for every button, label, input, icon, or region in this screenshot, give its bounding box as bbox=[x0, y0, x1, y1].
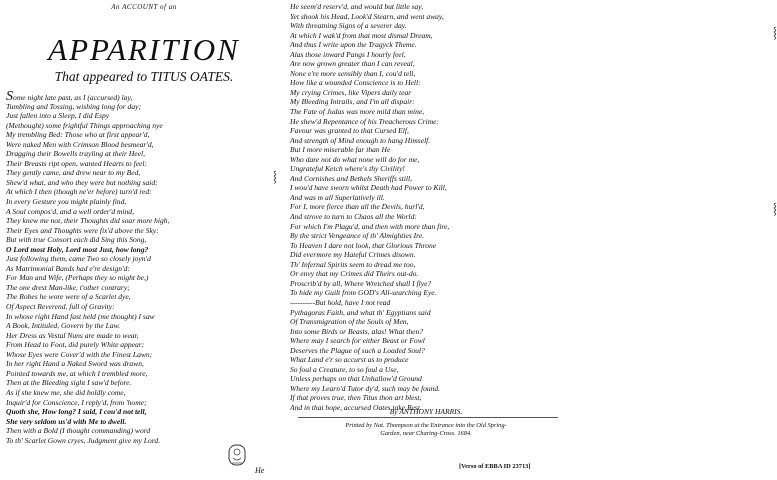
verse-line: Just fallen into a Sleep, I did Espy bbox=[6, 111, 110, 121]
verse-line: Just following them, came Two so closely joyn'd bbox=[6, 254, 151, 264]
verse-line: Then at the Bleeding sight I saw'd before. bbox=[6, 378, 132, 388]
verse-line: My crying Crimes, like Vipers daily tear bbox=[290, 87, 412, 97]
imprint-line: Garden, near Charing-Cross. 1684. bbox=[380, 430, 472, 437]
verse-line: Of Transmigration of the Souls of Men, bbox=[290, 317, 409, 327]
seal-icon bbox=[227, 442, 247, 468]
imprint-line: Printed by Nat. Thompson at the Entrance into the Old Spring- bbox=[345, 422, 507, 429]
verso-reference: [Verso of EBBA ID 23713] bbox=[459, 463, 531, 470]
author-signature: By ANTHONY HARRIS. bbox=[389, 407, 463, 416]
verse-line: Dragging their Bowells trayling at their Heel, bbox=[6, 149, 145, 159]
verse-line: Of Aspect Reverend, full of Gravity: bbox=[6, 302, 115, 312]
verse-line: For which I'm Plagu'd, and then with more than fire, bbox=[290, 221, 450, 231]
verse-line: From Head to Foot, did purely White appear; bbox=[6, 340, 145, 350]
verse-line: At which I wak'd from that most dismal Dream, bbox=[290, 30, 433, 40]
verse-line: Her Dress as Vestal Nuns are made to wear, bbox=[6, 330, 139, 340]
verse-line: Deserves the Plague of such a Loaded Soul? bbox=[290, 345, 425, 355]
verse-line: Unless perhaps on that Unhallow'd Ground bbox=[290, 374, 422, 384]
verse-line: Their Breasts ript open, wanted Hearts to feel: bbox=[6, 158, 148, 168]
verse-line: Th' Infernal Spirits seem to dread me too, bbox=[290, 259, 416, 269]
verse-line: They knew me not, their Thoughts did soar more high, bbox=[6, 216, 170, 226]
verse-line: To Heaven I dare not look, that Glorious Throne bbox=[290, 240, 437, 250]
verse-line: Proscrib'd by all, Where Wretched shall I flye? bbox=[290, 278, 432, 288]
verse-line: Inquir'd for Conscience, I reply'd, from 'home; bbox=[6, 397, 147, 407]
verse-line: A Soul compos'd, and a well order'd mind, bbox=[6, 206, 134, 216]
verse-line: At which I then (though ne'er before) turn'd red: bbox=[6, 187, 152, 197]
scroll-ornament-icon: ⸾ bbox=[773, 203, 777, 215]
verse-line: Who dare not do what none will do for me, bbox=[290, 154, 420, 164]
verse-line: (Methought) some frightful Things approaching nye bbox=[6, 120, 163, 130]
verse-line: And strength of Mind enough to hang Himself. bbox=[290, 135, 431, 145]
verse-line: Quoth she, How long? I said, I cou'd not tell, bbox=[6, 407, 147, 417]
verse-line: In every Gesture you might plainly find, bbox=[6, 197, 127, 207]
verse-line: ----------But hold, have I not read bbox=[290, 297, 391, 307]
verse-line: But with true Consort each did Sing this Song, bbox=[6, 235, 147, 245]
drop-cap: S bbox=[6, 89, 13, 104]
verse-line: Yet shook his Head, Look'd Stearn, and went away, bbox=[290, 11, 444, 21]
right-verse bbox=[290, 2, 570, 413]
verse-line: Were naked Men with Crimson Blood besmear'd, bbox=[6, 139, 154, 149]
verse-line: The Fate of Judas was more mild than mine, bbox=[290, 107, 425, 117]
verse-line: For I, more fierce than all the Devils, hurl'd, bbox=[290, 202, 425, 212]
verse-line: A Book, Intituled, Govern by the Law. bbox=[6, 321, 120, 331]
scroll-ornament-icon: ⸾ bbox=[273, 171, 277, 183]
verse-line: By the strict Vengeance of th' Almighties Ire. bbox=[290, 231, 425, 241]
imprint bbox=[290, 422, 562, 438]
verse-line: My trembling Bed: Those who at first appear'd, bbox=[6, 130, 150, 140]
verse-line: So foul a Creature, to so foul a Use, bbox=[290, 364, 399, 374]
left-verse bbox=[6, 89, 286, 445]
verse-line: As Matrimonial Bands had e're design'd: bbox=[6, 263, 130, 273]
verse-line: And thus I write upon the Tragyck Theme. bbox=[290, 40, 417, 50]
verse-line: Whose Eyes were Cover'd with the Finest Lawn; bbox=[6, 349, 153, 359]
verse-line: To th' Scarlet Gown cryes, Judgment give my Lord. bbox=[6, 435, 161, 445]
verse-line: And was m all Superlatively ill. bbox=[290, 192, 385, 202]
verse-line: But I more miserable far than He bbox=[290, 145, 391, 155]
page-title: APPARITION bbox=[48, 32, 240, 67]
verse-line: Did evermore my Hateful Crimes disown. bbox=[290, 250, 416, 260]
verse-line: Tumbling and Tossing, wishing long for day; bbox=[6, 101, 141, 111]
verse-line: In her right Hand a Naked Sword was drawn, bbox=[6, 359, 144, 369]
verse-line: I wou'd have sworn whilst Death had Power to Kill, bbox=[290, 183, 447, 193]
verse-line: What Land e'r so accurst as to produce bbox=[290, 355, 409, 365]
verse-line: Their Eyes and Thoughts were fix'd above the Sky: bbox=[6, 225, 159, 235]
verse-line: Some night late past, as I (accursed) lay, bbox=[6, 89, 133, 104]
divider bbox=[298, 417, 558, 418]
scroll-ornament-icon: ⸾ bbox=[773, 27, 777, 39]
verse-line: Into some Birds or Beasts, alas! What then? bbox=[290, 326, 424, 336]
kicker-heading: An ACCOUNT of an bbox=[111, 3, 177, 11]
verse-line: Where my Learn'd Tutor dy'd, such may be found. bbox=[290, 383, 441, 393]
verse-line: And Cornishes and Bethels Sheriffs still, bbox=[290, 173, 413, 183]
verse-line: As if she knew me, she did boldly come, bbox=[6, 387, 126, 397]
verse-line: Shew'd what, and who they were but nothing said; bbox=[6, 177, 158, 187]
verse-line: If that proves true, then Titus thon art blest, bbox=[290, 393, 422, 403]
verse-line: They gently came, and drew near to my Bed, bbox=[6, 168, 141, 178]
catchword: He bbox=[255, 466, 265, 475]
verse-line: And strove to turn to Chaos all the World: bbox=[290, 212, 417, 222]
verse-line: The Robes he wore were of a Scarlet dye, bbox=[6, 292, 131, 302]
verse-line: Ungrateful Ketch where's thy Civility! bbox=[290, 164, 405, 174]
verse-line: He seem'd reserv'd, and would but little say, bbox=[290, 2, 424, 11]
verse-line: She very seldom us'd with Me to dwell. bbox=[6, 416, 127, 426]
verse-line: Are now grown greater than I can reveal, bbox=[290, 59, 415, 69]
verse-line: With threatning Signs of a severer day. bbox=[290, 21, 407, 31]
verse-line: He shew'd Repentance of his Treacherous Crime: bbox=[290, 116, 440, 126]
verse-line: In whose right Hand fast held (me thought) I saw bbox=[6, 311, 155, 321]
verse-line: Where may I search for either Beast or Fowl bbox=[290, 336, 425, 346]
verse-line: O Lord most Holy, Lord most Just, how long? bbox=[6, 244, 149, 254]
verse-line: My Bleeding Intrails, and I'm all dispair: bbox=[290, 97, 415, 107]
verse-line: And in that hope, accursed Oates take Rest. bbox=[290, 402, 422, 412]
verse-line: To hide my Guilt from GOD's All-searching Eye. bbox=[290, 288, 437, 298]
verse-line: Pythagoras Faith, and what th' Egyptians said bbox=[290, 307, 431, 317]
page-subtitle: That appeared to TITUS OATES. bbox=[54, 69, 234, 84]
verse-line: Alas those inward Pangs I hourly feel, bbox=[290, 49, 406, 59]
verse-line: The one drest Man-like, t'other contrary; bbox=[6, 282, 130, 292]
verse-line: Or envy that my Crimes did Theirs out-do. bbox=[290, 269, 419, 279]
verse-line: Pointed towards me, at which I trembled more, bbox=[6, 368, 148, 378]
verse-line: For Man and Wife, (Perhaps they so might be,) bbox=[6, 273, 149, 283]
verse-line: Favour was granted to that Cursed Elf, bbox=[290, 126, 409, 136]
verse-line: Then with a Bold (I thought commanding) word bbox=[6, 426, 151, 436]
verse-line: None e're more sensibly than I, cou'd tell, bbox=[290, 68, 416, 78]
verse-line: How like a wounded Conscience is to Hell: bbox=[290, 78, 421, 88]
